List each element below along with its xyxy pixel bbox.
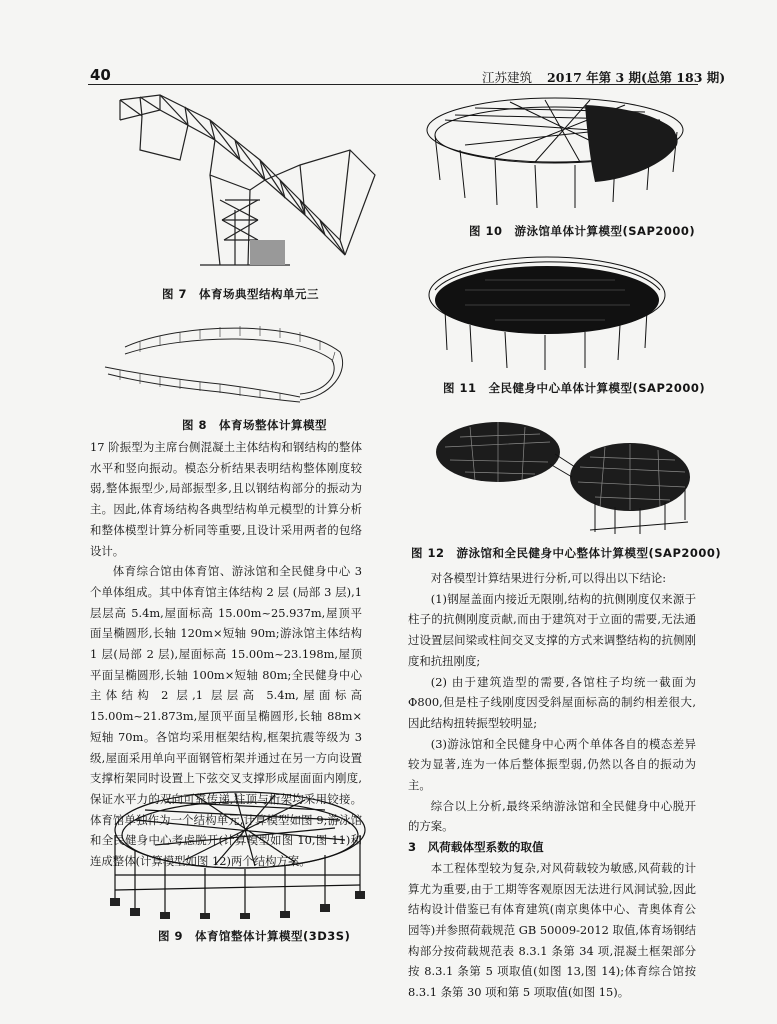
figure-11-caption: 图 11 全民健身中心单体计算模型(SAP2000) (443, 381, 706, 395)
page-number: 40 (90, 66, 111, 84)
figure-10-image (415, 90, 690, 215)
right-paragraph-6: 本工程体型较为复杂,对风荷载较为敏感,风荷载的计算尤为重要,由于工期等客观原因无法进行风洞试验,因此结构设计借鉴已有体育建筑(南京奥体中心、青奥体育公园等)并参照荷载规范 GB 50009-2012 取值,体育场钢结构部分按荷载规范表 8.3.1 条第 34 项,混凝土框架部分按 8.3.1 条第 5 项取值(如图 13,图 14);体育综合馆按 8.3.1 条第 30 项和第 5 项取值(如图 15)。 (408, 860, 696, 1000)
right-paragraph-2: (1)钢屋盖面内接近无限刚,结构的抗侧刚度仅来源于柱子的抗侧刚度贡献,而由于建筑对于立面的需要,无法通过设置层间梁或柱间交叉支撑的方式来调整结构的抗侧刚度和抗扭刚度; (408, 591, 696, 668)
right-paragraph-4: (3)游泳馆和全民健身中心两个单体各自的模态差异较为显著,连为一体后整体振型弱,仍然以各自的振动为主。 (408, 736, 696, 793)
right-paragraph-3: (2) 由于建筑造型的需要,各馆柱子均统一截面为 Φ800,但是柱子线刚度因受斜屋面标高的制约相差很大,因此结构扭转振型较明显; (408, 674, 696, 730)
right-paragraph-1: 对各模型计算结果进行分析,可以得出以下结论: (430, 571, 667, 585)
right-paragraph-5: 综合以上分析,最终采纳游泳馆和全民健身中心脱开的方案。 (408, 798, 696, 834)
left-paragraph-1: 17 阶振型为主席台侧混凝土主体结构和钢结构的整体水平和竖向振动。模态分析结果表明结构整体刚度较弱,整体振型少,局部振型多,且以钢结构部分的振动为主。因此,体育场结构各典型结构单元模型的计算分析和整体模型计算分析同等重要,且设计采用两者的包络设计。 (90, 440, 362, 558)
figure-7-caption: 图 7 体育场典型结构单元三 (162, 287, 320, 301)
figure-8-caption: 图 8 体育场整体计算模型 (182, 418, 328, 432)
figure-11-image (425, 250, 670, 375)
left-paragraph-2: 体育综合馆由体育馆、游泳馆和全民健身中心 3 个单体组成。其中体育馆主体结构 2 层 (局部 3 层),1 层层高 5.4m,屋面标高 15.00m~25.937m,屋顶平面呈椭圆形,长轴 120m×短轴 90m;游泳馆主体结构 1 层(局部 2 层),屋面标高 15.00m~23.198m,屋顶平面呈椭圆形,长轴 100m×短轴 80m;全民健身中心主体结构 2 层,1 层层高 5.4m,屋面标高 15.00m~21.873m,屋顶平面呈椭圆形,长轴 88m×短轴 70m。各馆均采用框架结构,框架抗震等级为 3 级,屋面采用单向平面钢管桁架并通过在另一方向设置支撑桁架同时设置上下弦交叉支撑形成屋面面内刚度,保证水平力的双向可靠传递,柱顶与桁架均采用铰接。体育馆单独作为一个结构单元,计算模型如图 9;游泳馆和全民健身中心考虑脱开(计算模型如图 10,图 11)和连成整体(计算模型如图 12)两个结构方案。 (90, 564, 362, 869)
journal-name: 江苏建筑 (482, 70, 533, 85)
figure-9-image (95, 780, 370, 920)
figure-7-image (100, 90, 390, 280)
figure-12-image (430, 402, 700, 537)
figure-9-caption: 图 9 体育馆整体计算模型(3D3S) (158, 929, 351, 943)
issue-info: 2017 年第 3 期(总第 183 期) (547, 70, 726, 85)
figure-8-image (100, 312, 360, 407)
figure-12-caption: 图 12 游泳馆和全民健身中心整体计算模型(SAP2000) (411, 546, 722, 560)
header-rule (88, 84, 698, 85)
right-column-text (408, 568, 696, 1003)
figure-10-caption: 图 10 游泳馆单体计算模型(SAP2000) (469, 224, 696, 238)
section-heading-3: 3 风荷载体型系数的取值 (408, 840, 544, 855)
